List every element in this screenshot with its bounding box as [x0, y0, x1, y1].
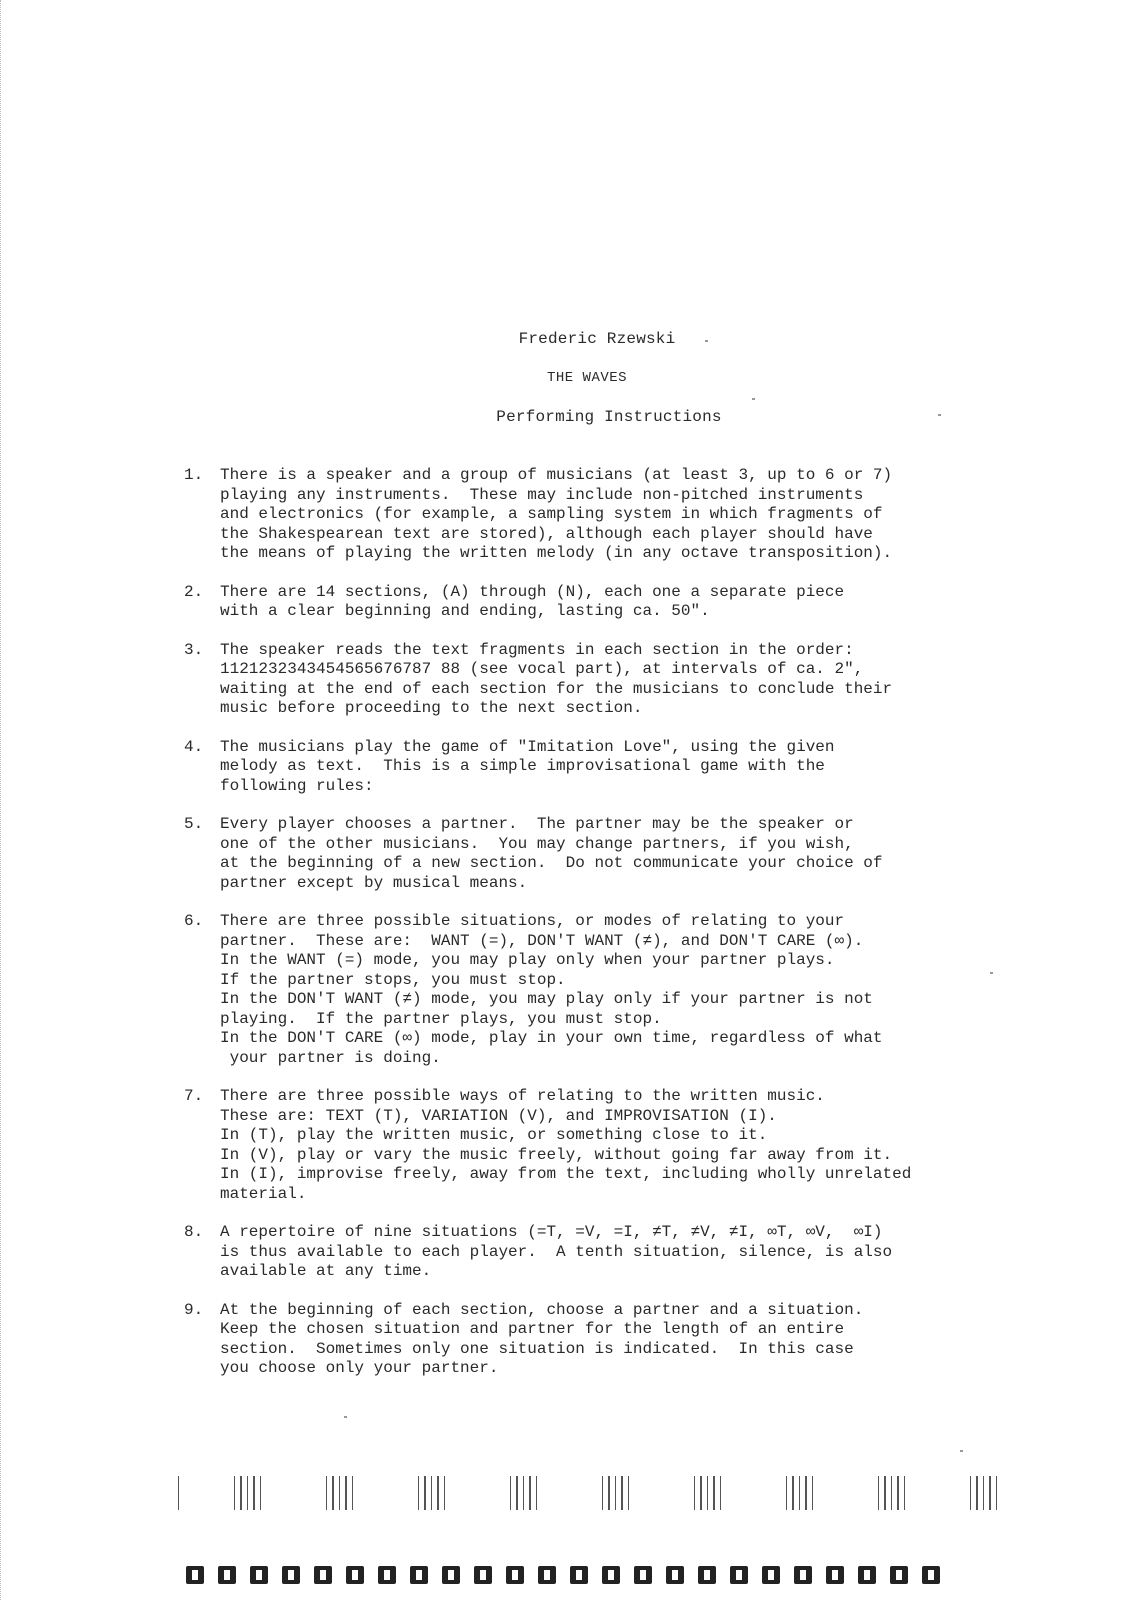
barcode-bar	[615, 1476, 616, 1510]
barcode-bar	[884, 1476, 885, 1510]
barcode-bar	[700, 1476, 701, 1510]
instruction-line: There are three possible situations, or modes of relating to your	[220, 912, 845, 930]
instruction-line: music before proceeding to the next section.	[220, 699, 643, 717]
barcode-bar	[694, 1476, 695, 1510]
barcode-bar	[707, 1476, 708, 1510]
barcode-bar	[996, 1476, 997, 1510]
barcode-bar	[516, 1476, 517, 1510]
instruction-text	[220, 1087, 964, 1204]
barcode-bar	[628, 1476, 629, 1510]
barcode-bar	[510, 1476, 511, 1510]
instruction-line: The musicians play the game of "Imitation Love", using the given	[220, 737, 835, 756]
barcode-bar	[786, 1476, 787, 1510]
barcode-bar	[529, 1476, 530, 1510]
instruction-line: waiting at the end of each section for the musicians to conclude their	[220, 679, 893, 698]
instruction-line: the means of playing the written melody (in any octave transposition).	[220, 544, 893, 562]
instruction-line: you choose only your partner.	[220, 1359, 499, 1377]
barcode-bar	[234, 1476, 235, 1510]
footer-code-mark	[474, 1566, 492, 1584]
instruction-line: If the partner stops, you must stop.	[220, 970, 566, 989]
instruction-number: 4.	[184, 737, 204, 756]
footer-code-mark	[506, 1566, 524, 1584]
footer-code-mark	[218, 1566, 236, 1584]
barcode-group	[602, 1476, 629, 1510]
barcode-bar	[345, 1476, 346, 1510]
instruction-line: In the DON'T WANT (≠) mode, you may play only if your partner is not	[220, 990, 873, 1008]
instruction-line: partner. These are: WANT (=), DON'T WANT (≠), and DON'T CARE (∞).	[220, 931, 864, 950]
instruction-number: 1.	[184, 466, 204, 484]
instruction-line: partner except by musical means.	[220, 873, 528, 892]
instruction-number: 2.	[184, 582, 204, 601]
instruction-line: 1121232343454565676787 88 (see vocal part), at intervals of ca. 2",	[220, 660, 864, 678]
footer-code-mark	[602, 1566, 620, 1584]
instruction-line: melody as text. This is a simple improvisational game with the	[220, 757, 825, 775]
instruction-line: There are three possible ways of relating to the written music.	[220, 1087, 825, 1105]
barcode-bar	[424, 1476, 425, 1510]
scan-speck	[960, 1450, 963, 1452]
instruction-line: In the WANT (=) mode, you may play only when your partner plays.	[220, 951, 835, 969]
barcode-group	[878, 1476, 905, 1510]
scan-speck	[990, 972, 993, 974]
instruction-item	[184, 738, 964, 797]
barcode-bar	[178, 1476, 179, 1510]
barcode-bar	[332, 1476, 333, 1510]
instruction-line: and electronics (for example, a sampling system in which fragments of	[220, 505, 883, 523]
footer-code-marks	[186, 1566, 1086, 1586]
instruction-item	[184, 466, 964, 564]
barcode-bar	[437, 1476, 438, 1510]
instruction-number: 9.	[184, 1300, 204, 1319]
barcode-group	[970, 1476, 997, 1510]
barcode-bar	[339, 1476, 340, 1510]
barcode-bar	[523, 1476, 524, 1510]
instruction-number: 6.	[184, 912, 204, 930]
footer-code-mark	[250, 1566, 268, 1584]
barcode-bar	[713, 1476, 714, 1510]
instruction-line: your partner is doing.	[220, 1048, 441, 1067]
footer-code-mark	[186, 1566, 204, 1584]
footer-code-mark	[634, 1566, 652, 1584]
barcode-bar	[608, 1476, 609, 1510]
scan-edge	[0, 0, 5, 1600]
instruction-line: In (T), play the written music, or something close to it.	[220, 1126, 768, 1144]
instruction-line: In the DON'T CARE (∞) mode, play in your own time, regardless of what	[220, 1029, 883, 1047]
instruction-text	[220, 815, 964, 893]
piece-title: THE WAVES	[546, 370, 628, 386]
instruction-number: 7.	[184, 1087, 204, 1105]
instruction-line: following rules:	[220, 776, 374, 795]
instruction-item	[184, 583, 964, 622]
barcode-bar	[621, 1476, 622, 1510]
instruction-number: 8.	[184, 1223, 204, 1241]
barcode-bar	[240, 1476, 241, 1510]
instruction-line: The speaker reads the text fragments in each section in the order:	[220, 640, 854, 659]
instruction-item	[184, 1301, 964, 1379]
instruction-text	[220, 466, 964, 564]
footer-code-mark	[346, 1566, 364, 1584]
instruction-line: with a clear beginning and ending, lasting ca. 50".	[220, 602, 710, 620]
footer-code-mark	[922, 1566, 940, 1584]
barcode-bar	[253, 1476, 254, 1510]
instruction-line: There are 14 sections, (A) through (N), each one a separate piece	[220, 582, 845, 601]
instruction-item	[184, 912, 964, 1068]
scan-speck	[344, 1416, 347, 1418]
footer-code-mark	[826, 1566, 844, 1584]
footer-code-mark	[858, 1566, 876, 1584]
instruction-line: These are: TEXT (T), VARIATION (V), and IMPROVISATION (I).	[220, 1106, 777, 1125]
barcode-bar	[247, 1476, 248, 1510]
footer-code-mark	[698, 1566, 716, 1584]
barcode-bar	[904, 1476, 905, 1510]
instruction-line: is thus available to each player. A tenth situation, silence, is also	[220, 1242, 893, 1261]
footer-code-mark	[666, 1566, 684, 1584]
barcode-bar	[431, 1476, 432, 1510]
author-name: Frederic Rzewski	[518, 330, 676, 348]
instruction-line: section. Sometimes only one situation is indicated. In this case	[220, 1339, 854, 1358]
barcode-group	[234, 1476, 261, 1510]
instruction-line: A repertoire of nine situations (=T, =V, =I, ≠T, ≠V, ≠I, ∞T, ∞V, ∞I)	[220, 1223, 883, 1241]
barcode-bar	[976, 1476, 977, 1510]
barcode-bar	[444, 1476, 445, 1510]
instruction-text	[220, 912, 964, 1068]
barcode-bar	[536, 1476, 537, 1510]
barcode-bar	[260, 1476, 261, 1510]
instruction-line: material.	[220, 1184, 307, 1203]
instruction-line: at the beginning of a new section. Do not communicate your choice of	[220, 854, 883, 872]
barcode-group	[326, 1476, 353, 1510]
barcode-bar	[970, 1476, 971, 1510]
scan-speck	[938, 414, 941, 416]
barcode-group	[418, 1476, 445, 1510]
instruction-text	[220, 1301, 964, 1379]
instruction-item	[184, 1223, 964, 1282]
instruction-line: In (I), improvise freely, away from the text, including wholly unrelated	[220, 1165, 912, 1183]
instruction-number: 3.	[184, 640, 204, 659]
barcode-group	[694, 1476, 721, 1510]
barcode-bar	[792, 1476, 793, 1510]
barcode-row	[178, 1476, 1028, 1510]
instruction-text	[220, 1223, 964, 1282]
footer-code-mark	[378, 1566, 396, 1584]
footer-code-mark	[442, 1566, 460, 1584]
barcode-group	[510, 1476, 537, 1510]
instruction-line: There is a speaker and a group of musicians (at least 3, up to 6 or 7)	[220, 466, 893, 484]
footer-code-mark	[282, 1566, 300, 1584]
instruction-text	[220, 738, 964, 797]
barcode-bar	[326, 1476, 327, 1510]
barcode-bar	[602, 1476, 603, 1510]
barcode-bar	[352, 1476, 353, 1510]
barcode-group	[178, 1476, 179, 1510]
barcode-bar	[720, 1476, 721, 1510]
barcode-bar	[878, 1476, 879, 1510]
barcode-bar	[805, 1476, 806, 1510]
instruction-item	[184, 641, 964, 719]
barcode-bar	[989, 1476, 990, 1510]
instruction-item	[184, 815, 964, 893]
barcode-bar	[891, 1476, 892, 1510]
barcode-bar	[812, 1476, 813, 1510]
footer-code-mark	[890, 1566, 908, 1584]
instruction-line: playing any instruments. These may include non-pitched instruments	[220, 485, 864, 504]
barcode-bar	[799, 1476, 800, 1510]
footer-code-mark	[538, 1566, 556, 1584]
footer-code-mark	[410, 1566, 428, 1584]
instruction-line: Keep the chosen situation and partner for the length of an entire	[220, 1320, 845, 1338]
scan-speck	[752, 398, 755, 400]
instruction-line: available at any time.	[220, 1262, 432, 1280]
instruction-text	[220, 641, 964, 719]
subtitle: Performing Instructions	[496, 408, 722, 426]
barcode-bar	[983, 1476, 984, 1510]
barcode-bar	[897, 1476, 898, 1510]
instruction-line: In (V), play or vary the music freely, without going far away from it.	[220, 1145, 893, 1164]
instruction-line: the Shakespearean text are stored), although each player should have	[220, 524, 873, 543]
footer-code-mark	[794, 1566, 812, 1584]
instruction-number: 5.	[184, 815, 204, 833]
footer-code-mark	[762, 1566, 780, 1584]
instruction-line: playing. If the partner plays, you must stop.	[220, 1009, 662, 1028]
instruction-line: At the beginning of each section, choose a partner and a situation.	[220, 1300, 864, 1319]
footer-code-mark	[314, 1566, 332, 1584]
instruction-list	[184, 466, 964, 1379]
footer-code-mark	[730, 1566, 748, 1584]
footer-code-mark	[570, 1566, 588, 1584]
instruction-text	[220, 583, 964, 622]
instruction-line: one of the other musicians. You may change partners, if you wish,	[220, 834, 854, 853]
instruction-item	[184, 1087, 964, 1204]
barcode-group	[786, 1476, 813, 1510]
barcode-bar	[418, 1476, 419, 1510]
instruction-line: Every player chooses a partner. The partner may be the speaker or	[220, 815, 854, 833]
scan-speck	[705, 340, 708, 342]
